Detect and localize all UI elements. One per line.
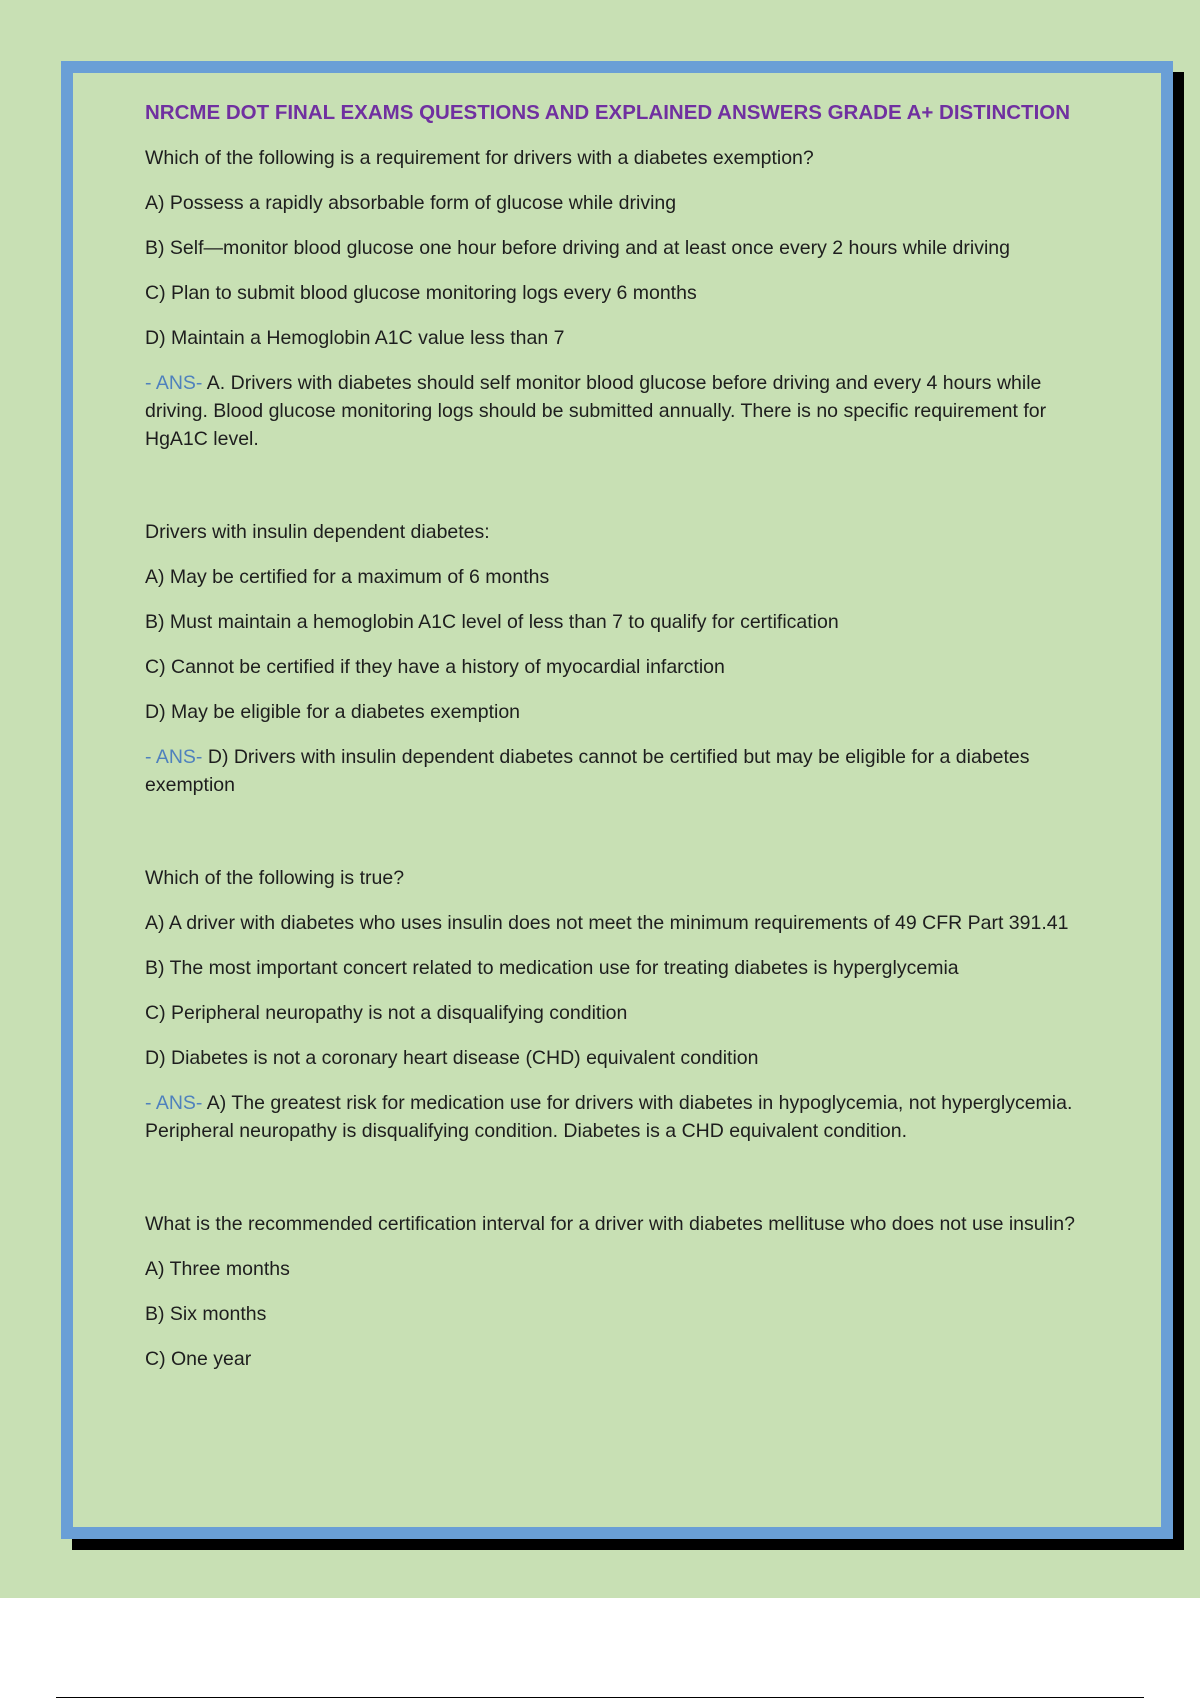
question-text: What is the recommended certification interval for a driver with diabetes mellituse who does not use insulin? xyxy=(145,1213,1075,1235)
spacer xyxy=(145,1162,1095,1210)
document-title: NRCME DOT FINAL EXAMS QUESTIONS AND EXPLAINED ANSWERS GRADE A+ DISTINCTION xyxy=(145,101,1071,124)
answer-explanation xyxy=(145,743,1095,799)
question-text: Which of the following is true? xyxy=(145,867,405,889)
option-a: A) Three months xyxy=(145,1258,290,1280)
question-text: Drivers with insulin dependent diabetes: xyxy=(145,521,490,543)
answer-text: A. Drivers with diabetes should self monitor blood glucose before driving and every 4 hours while driving. Blood glucose monitoring logs should be submitted annually. There is no specific requirement for HgA1C level. xyxy=(145,372,1047,450)
document-content xyxy=(145,98,1095,1390)
option-c: C) Cannot be certified if they have a history of myocardial infarction xyxy=(145,656,725,678)
answer-label: - ANS- xyxy=(145,372,203,394)
answer-label: - ANS- xyxy=(145,1092,203,1114)
option-b: B) Must maintain a hemoglobin A1C level of less than 7 to qualify for certification xyxy=(145,611,839,633)
option-c: C) Peripheral neuropathy is not a disqualifying condition xyxy=(145,1002,628,1024)
answer-text: A) The greatest risk for medication use for drivers with diabetes in hypoglycemia, not hyperglycemia. Peripheral neuropathy is disqualifying condition. Diabetes is a CHD equivalent condition. xyxy=(145,1092,1073,1142)
question-block-1 xyxy=(145,144,1095,453)
question-block-2 xyxy=(145,518,1095,799)
question-block-4 xyxy=(145,1210,1095,1373)
answer-text: D) Drivers with insulin dependent diabetes cannot be certified but may be eligible for a diabetes exemption xyxy=(145,746,1030,796)
footer-rule xyxy=(56,1697,1144,1698)
option-b: B) Six months xyxy=(145,1303,267,1325)
option-a: A) A driver with diabetes who uses insulin does not meet the minimum requirements of 49 CFR Part 391.41 xyxy=(145,912,1069,934)
option-b: B) The most important concert related to medication use for treating diabetes is hyperglycemia xyxy=(145,957,959,979)
spacer xyxy=(145,816,1095,864)
option-d: D) Maintain a Hemoglobin A1C value less than 7 xyxy=(145,327,565,349)
spacer xyxy=(145,470,1095,518)
option-a: A) Possess a rapidly absorbable form of glucose while driving xyxy=(145,192,677,214)
option-a: A) May be certified for a maximum of 6 months xyxy=(145,566,550,588)
question-text: Which of the following is a requirement for drivers with a diabetes exemption? xyxy=(145,147,814,169)
answer-label: - ANS- xyxy=(145,746,203,768)
option-c: C) Plan to submit blood glucose monitoring logs every 6 months xyxy=(145,282,697,304)
answer-explanation xyxy=(145,1089,1095,1145)
option-b: B) Self—monitor blood glucose one hour before driving and at least once every 2 hours while driving xyxy=(145,237,1010,259)
option-c: C) One year xyxy=(145,1348,252,1370)
option-d: D) May be eligible for a diabetes exemption xyxy=(145,701,521,723)
option-d: D) Diabetes is not a coronary heart disease (CHD) equivalent condition xyxy=(145,1047,759,1069)
question-block-3 xyxy=(145,864,1095,1145)
answer-explanation xyxy=(145,369,1095,453)
